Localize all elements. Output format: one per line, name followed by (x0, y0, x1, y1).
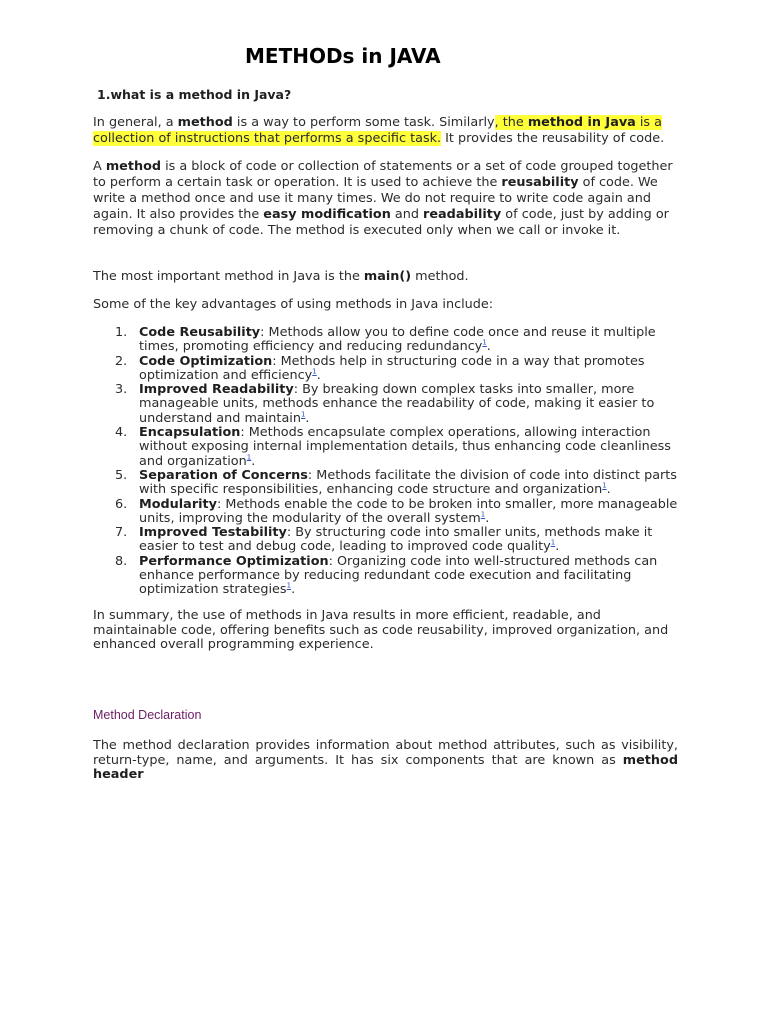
list-item: 6. Modularity: Methods enable the code to be broken into smaller, more manageable units, improving the modularity of the overall system$^1$. (115, 496, 678, 526)
declaration-paragraph: The method declaration provides information about method attributes, such as visibility, return-type, name, and arguments. It has six components that are known as method header (93, 738, 678, 782)
question-heading: 1.what is a method in Java? (97, 87, 292, 102)
summary-paragraph: In summary, the use of methods in Java results in more efficient, readable, and maintainable code, offering benefits such as code reusability, improved organization, and enhanced overall programming experience. (93, 608, 669, 652)
list-item: 2. Code Optimization: Methods help in structuring code in a way that promotes optimization and efficiency$^1$. (115, 353, 645, 383)
advantages-list (93, 326, 678, 598)
intro-paragraph: In general, a method is a way to perform some task. Similarly, the method in Java is a collection of instructions that performs a specific task. It provides the reusability of code. (93, 115, 665, 146)
list-item: 5. Separation of Concerns: Methods facilitate the division of code into distinct parts with specific responsibilities, enhancing code structure and organization$^1$. (115, 467, 677, 498)
definition-paragraph: A method is a block of code or collection of statements or a set of code grouped together to perform a certain task or operation. It is used to achieve the reusability of code. We write a method once and use it many times. We do not require to write code again and again. It also provides the easy modification and readability of code, just by adding or removing a chunk of code. The method is executed only when we call or invoke it. (93, 159, 673, 238)
list-item: 4. Encapsulation: Methods encapsulate complex operations, allowing interaction without exposing internal implementation details, thus enhancing code cleanliness and organization$^1$. (115, 425, 671, 469)
advantages-intro: Some of the key advantages of using methods in Java include: (93, 297, 494, 312)
section-heading: Method Declaration (93, 708, 202, 722)
document-title: METHODs in JAVA (245, 44, 441, 68)
list-item: 1. Code Reusability: Methods allow you to define code once and reuse it multiple times, promoting efficiency and reducing redundancy$^1$. (115, 325, 656, 355)
citation-link[interactable]: 1 (480, 510, 486, 519)
list-item: 8. Performance Optimization: Organizing code into well-structured methods can enhance performance by reducing redundant code execution and facilitating optimization strategies$^1$. (115, 553, 658, 598)
highlighted-definition: , the method in Java is a collection of instructions that performs a specific task. (93, 115, 663, 146)
citation-link[interactable]: 1 (300, 410, 306, 419)
list-item: 3. Improved Readability: By breaking down complex tasks into smaller, more manageable units, methods enhance the readability of code, making it easier to understand and maintain$^1$. (115, 382, 655, 426)
list-item: 7. Improved Testability: By structuring code into smaller units, methods make it easier to test and debug code, leading to improved code quality$^1$. (115, 525, 653, 555)
citation-link[interactable]: 1 (312, 367, 317, 376)
main-method-paragraph: The most important method in Java is the main() method. (93, 269, 469, 284)
citation-link[interactable]: 1 (482, 339, 487, 348)
citation-link[interactable]: 1 (550, 539, 556, 548)
citation-link[interactable]: 1 (602, 482, 607, 490)
citation-link[interactable]: 1 (246, 453, 252, 462)
citation-link[interactable]: 1 (286, 582, 292, 591)
